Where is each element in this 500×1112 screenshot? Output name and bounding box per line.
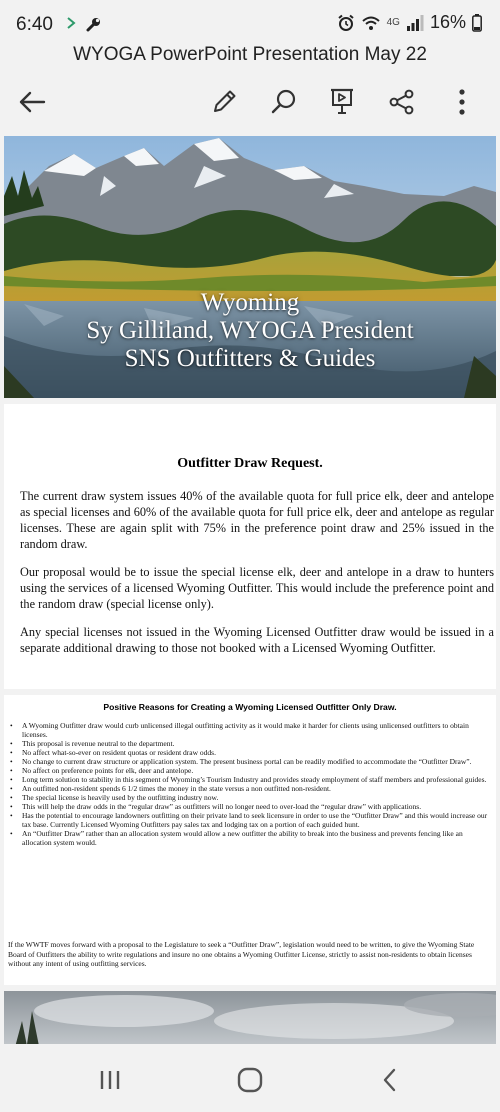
cloudy-sky-image	[4, 991, 496, 1044]
list-item: • A Wyoming Outfitter draw would curb unlicensed illegal outfitting activity as it would make it harder for clients using unlicensed outfitters to obtain licenses.	[10, 721, 469, 739]
back-icon[interactable]	[370, 1062, 410, 1098]
slide-4[interactable]	[4, 991, 496, 1044]
slide-2-paragraph-2: Our proposal would be to issue the special license elk, deer and antelope in a draw to hunters using the services of a licensed Wyoming Outfitter. This would include the preference point and the random draw (special license only).	[20, 565, 494, 611]
signal-icon	[406, 15, 424, 31]
slide-1-presenter: Sy Gilliland, WYOGA President	[86, 317, 414, 344]
list-item: • Has the potential to encourage landowners outfitting on their private land to seek licensure in order to use the “Outfitter Draw” and this would increase our tax base. Currently Licensed Wyoming Outfitters pay sales tax and lodging tax on a portion of each guided hunt.	[10, 811, 488, 829]
wifi-icon	[361, 14, 381, 32]
slide-3-footer: If the WWTF moves forward with a proposal to the Legislature to seek a “Outfitter Draw”, legislation would need to be written, to give the Wyoming State Board of Outfitters the ability to write regulations and insure no one obtains a Wyoming Outfitter License, strictly to assist non-residents to obtain licenses without any intent of using outfitting services.	[8, 940, 475, 969]
wrench-icon	[84, 16, 102, 34]
list-item: • No change to current draw structure or application system. The present business portal can be readily modified to accommodate the “Outfitter Draw”.	[10, 757, 472, 766]
slide-2[interactable]	[4, 404, 496, 689]
home-icon[interactable]	[230, 1062, 270, 1098]
slide-1-company: SNS Outfitters & Guides	[124, 345, 376, 372]
slide-2-title: Outfitter Draw Request.	[177, 456, 323, 471]
toolbar	[0, 78, 500, 128]
battery-percent: 16%	[429, 12, 466, 32]
list-item: • No affect on preference points for elk, deer and antelope.	[10, 766, 194, 775]
list-item: • The special license is heavily used by the outfitting industry now.	[10, 793, 219, 802]
back-arrow-icon[interactable]	[14, 84, 50, 120]
slide-1-title: Wyoming	[200, 289, 300, 316]
document-title: WYOGA PowerPoint Presentation May 22	[73, 44, 427, 65]
list-item: • An “Outfitter Draw” rather than an allocation system would allow a new outfitter the ability to break into the business and prevents fencing like an allocation system would.	[10, 829, 463, 847]
network-type: 4G	[386, 17, 400, 28]
list-item: • Long term solution to stability in this segment of Wyoming’s Tourism Industry and provides steady employment of staff members and professional guides.	[10, 775, 487, 784]
battery-icon	[472, 14, 482, 32]
slide-1[interactable]	[4, 136, 496, 398]
more-vertical-icon[interactable]	[444, 84, 480, 120]
navigation-bar	[0, 1048, 500, 1112]
slides-view[interactable]	[0, 132, 500, 1044]
slide-3-title: Positive Reasons for Creating a Wyoming Licensed Outfitter Only Draw.	[103, 702, 397, 712]
slide-2-paragraph-1: The current draw system issues 40% of the available quota for full price elk, deer and antelope as special licenses and 60% of the available quota for full price elk, deer and antelope as regular licenses. These are again split with 75% in the preference point draw and 25% issued in the random draw.	[20, 489, 494, 551]
list-item: • No affect what-so-ever on resident quotas or resident draw odds.	[10, 748, 216, 757]
notification-arrow-icon	[66, 16, 76, 30]
status-bar	[0, 0, 500, 48]
presentation-icon[interactable]	[324, 84, 360, 120]
share-icon[interactable]	[384, 84, 420, 120]
pencil-icon[interactable]	[206, 84, 242, 120]
list-item: • This proposal is revenue neutral to the department.	[10, 739, 175, 748]
alarm-icon	[337, 14, 355, 32]
status-time: 6:40	[16, 14, 53, 35]
slide-2-paragraph-3: Any special licenses not issued in the Wyoming Licensed Outfitter draw would be issued in a separate additional drawing to those not booked with a Licensed Wyoming Outfitter.	[20, 625, 494, 655]
recent-apps-icon[interactable]	[90, 1062, 130, 1098]
list-item: • This will help the draw odds in the “regular draw” as outfitters will no longer need to over-load the “regular draw” with applications.	[10, 802, 422, 811]
reasons-list	[8, 721, 494, 847]
search-icon[interactable]	[266, 84, 302, 120]
list-item: • An outfitted non-resident spends 6 1/2 times the money in the state versus a non outfitted non-resident.	[10, 784, 331, 793]
slide-3[interactable]	[4, 695, 496, 985]
